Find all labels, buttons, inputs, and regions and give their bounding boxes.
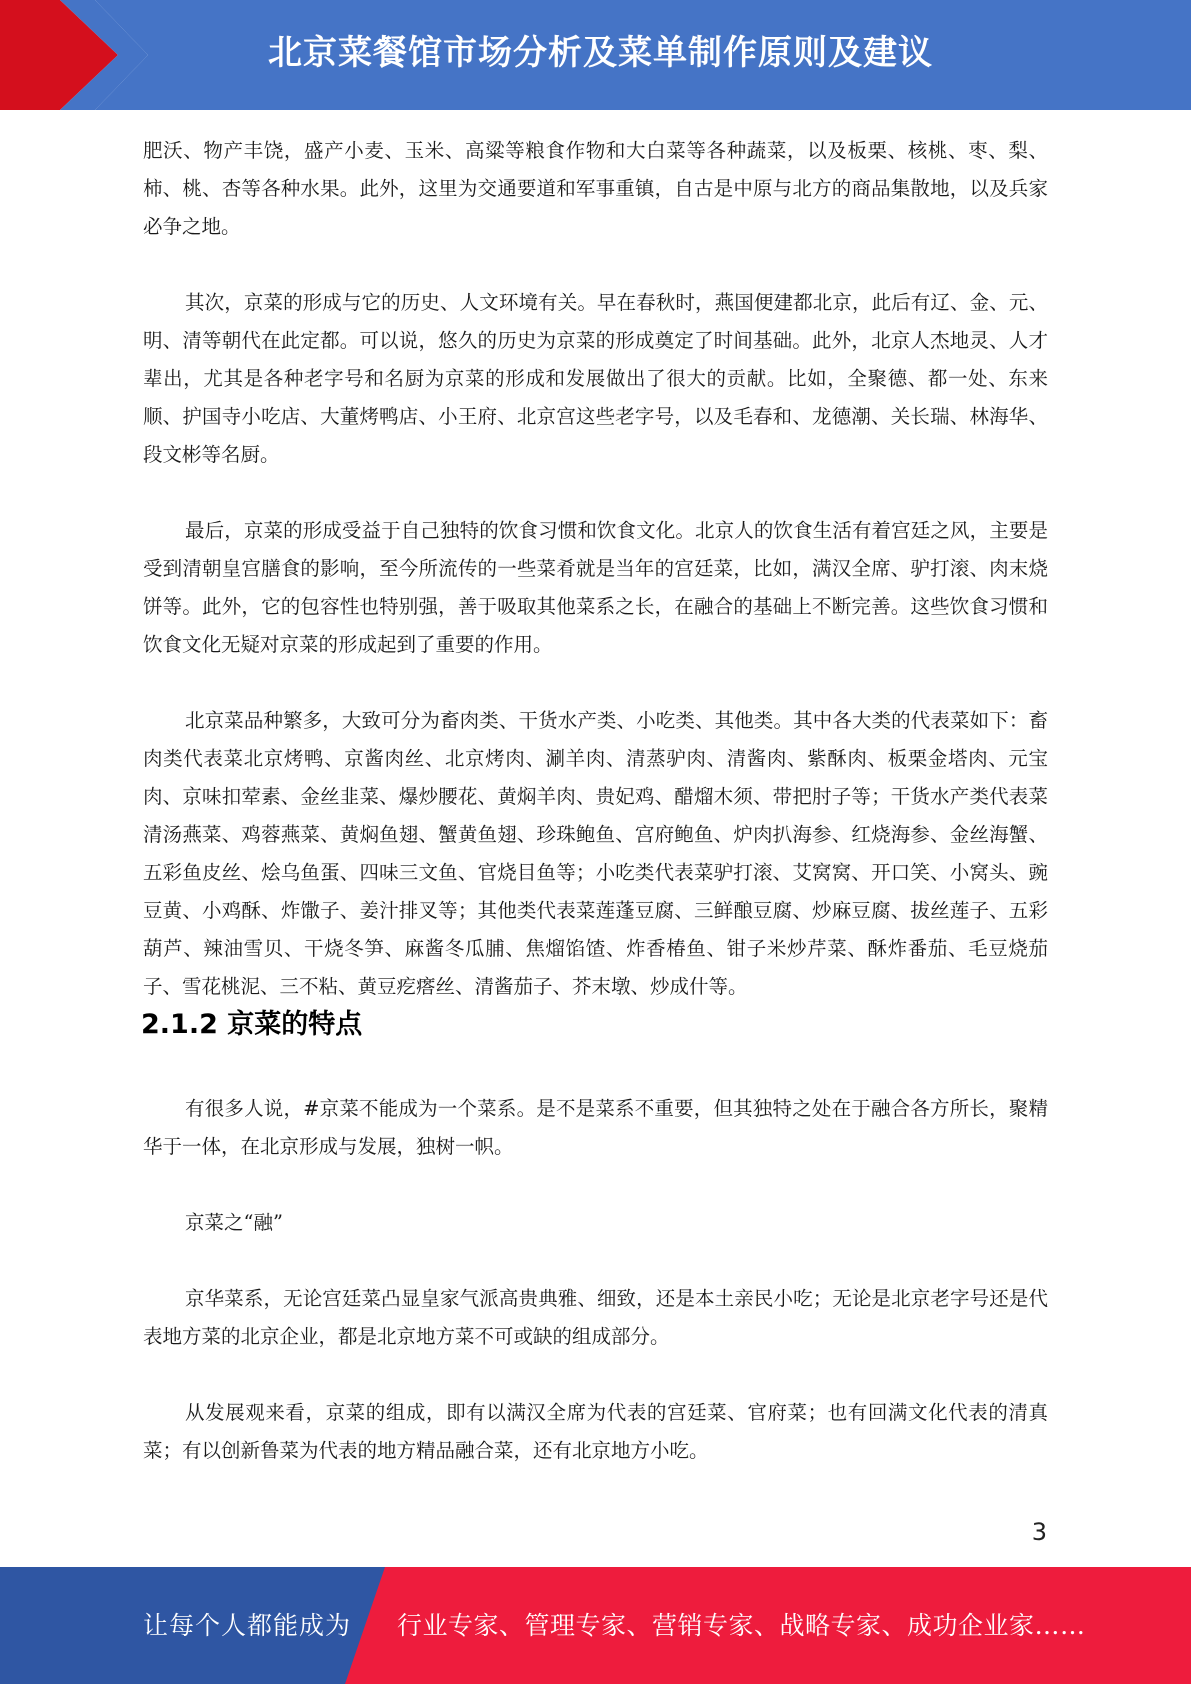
page-number: 3 [1031, 1518, 1047, 1546]
paragraph-food-culture: 最后，京菜的形成受益于自己独特的饮食习惯和饮食文化。北京人的饮食生活有着宫廷之风，主要是受到清朝皇宫膳食的影响，至今所流传的一些菜肴就是当年的宫廷菜，比如，满汉全席、驴打滚、肉末烧饼等。此外，它的包容性也特别强，善于吸取其他菜系之长，在融合的基础上不断完善。这些饮食习惯和饮食文化无疑对京菜的形成起到了重要的作用。 [143, 519, 1048, 656]
page-footer [0, 1567, 1191, 1684]
document-title: 北京菜餐馆市场分析及菜单制作原则及建议 [268, 33, 933, 73]
paragraph-subheading-fusion: 京菜之“融” [185, 1211, 283, 1234]
paragraph-development: 从发展观来看，京菜的组成，即有以满汉全席为代表的宫廷菜、官府菜；也有回满文化代表的清真菜；有以创新鲁菜为代表的地方精品融合菜，还有北京地方小吃。 [143, 1401, 1048, 1462]
paragraph-capital-cuisine: 京华菜系，无论宫廷菜凸显皇家气派高贵典雅、细致，还是本土亲民小吃；无论是北京老字号还是代表地方菜的北京企业，都是北京地方菜不可或缺的组成部分。 [143, 1287, 1048, 1348]
page-header [0, 0, 1191, 110]
header-chevron-graphic [0, 0, 150, 110]
document-body [143, 132, 1048, 1508]
paragraph-geography: 肥沃、物产丰饶，盛产小麦、玉米、高粱等粮食作物和大白菜等各种蔬菜，以及板栗、核桃、枣、梨、柿、桃、杏等各种水果。此外，这里为交通要道和军事重镇，自古是中原与北方的商品集散地，以及兵家必争之地。 [143, 139, 1048, 238]
footer-slogan-left: 让每个人都能成为 [143, 1611, 352, 1640]
paragraph-dish-categories: 北京菜品种繁多，大致可分为畜肉类、干货水产类、小吃类、其他类。其中各大类的代表菜如下：畜肉类代表菜北京烤鸭、京酱肉丝、北京烤肉、涮羊肉、清蒸驴肉、清酱肉、紫酥肉、板栗金塔肉、元宝肉、京味扣荤素、金丝韭菜、爆炒腰花、黄焖羊肉、贵妃鸡、醋熘木须、带把肘子等；干货水产类代表菜清汤燕菜、鸡蓉燕菜、黄焖鱼翅、蟹黄鱼翅、珍珠鲍鱼、宫府鲍鱼、炉肉扒海参、红烧海参、金丝海蟹、五彩鱼皮丝、烩乌鱼蛋、四味三文鱼、官烧目鱼等；小吃类代表菜驴打滚、艾窝窝、开口笑、小窝头、豌豆黄、小鸡酥、炸馓子、姜汁排叉等；其他类代表菜莲蓬豆腐、三鲜酿豆腐、炒麻豆腐、拔丝莲子、五彩葫芦、辣油雪贝、干烧冬笋、麻酱冬瓜脯、焦熘馅馇、炸香椿鱼、钳子米炒芹菜、酥炸番茄、毛豆烧茄子、雪花桃泥、三不粘、黄豆疙瘩丝、清酱茄子、芥末墩、炒成什等。 [143, 709, 1048, 998]
paragraph-characteristics: 有很多人说，#京菜不能成为一个菜系。是不是菜系不重要，但其独特之处在于融合各方所长，聚精华于一体，在北京形成与发展，独树一帜。 [143, 1097, 1048, 1158]
paragraph-history: 其次，京菜的形成与它的历史、人文环境有关。早在春秋时，燕国便建都北京，此后有辽、金、元、明、清等朝代在此定都。可以说，悠久的历史为京菜的形成奠定了时间基础。此外，北京人杰地灵、人才辈出，尤其是各种老字号和名厨为京菜的形成和发展做出了很大的贡献。比如，全聚德、都一处、东来顺、护国寺小吃店、大董烤鸭店、小王府、北京宫这些老字号，以及毛春和、龙德潮、关长瑞、林海华、段文彬等名厨。 [143, 291, 1048, 466]
footer-slogan-right: 行业专家、管理专家、营销专家、战略专家、成功企业家…… [397, 1611, 1086, 1640]
section-heading: 2.1.2 京菜的特点 [141, 1009, 363, 1040]
